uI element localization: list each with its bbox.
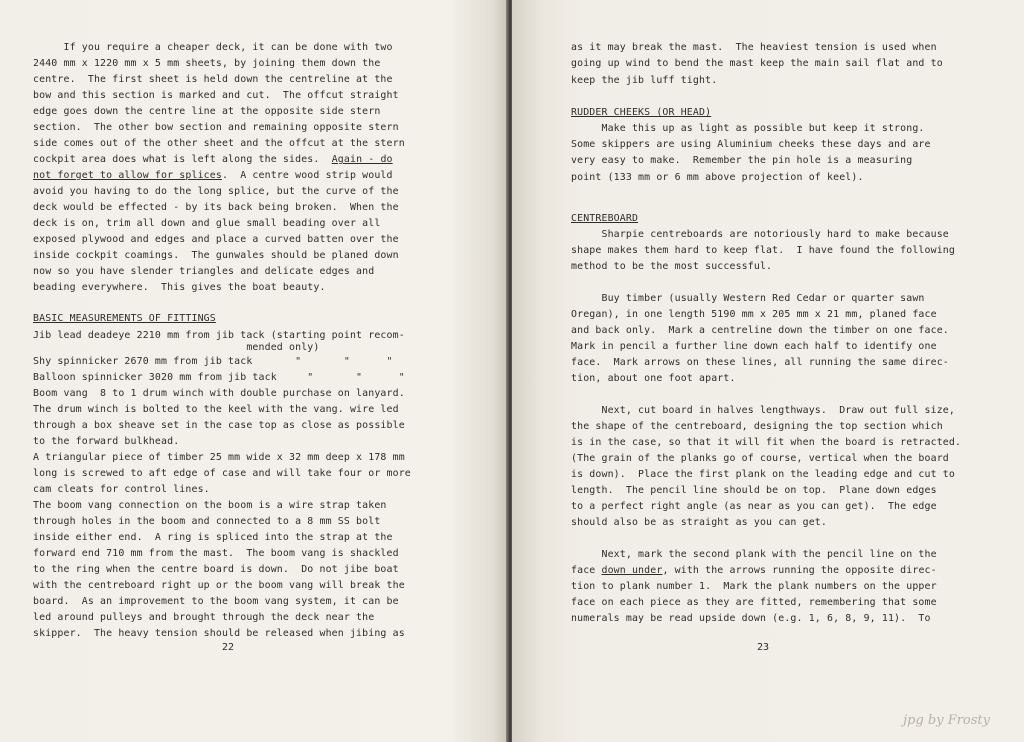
text-line: point (133 mm or 6 mm above projection of keel). <box>571 172 864 183</box>
text-line: with the centreboard right up or the boom vang will break the <box>33 580 405 591</box>
text-line: should also be as straight as you can get. <box>571 517 828 528</box>
text-line: tion, about one foot apart. <box>571 373 736 384</box>
underlined-text: not forget to allow for splices <box>33 170 222 181</box>
text-line: going up wind to bend the mast keep the main sail flat and to <box>571 58 943 69</box>
text-line: avoid you having to do the long splice, but the curve of the <box>33 186 399 197</box>
text-line: inside either end. A ring is spliced into the strap at the <box>33 532 393 543</box>
text-line: Jib lead deadeye 2210 mm from jib tack (starting point recom- <box>33 330 405 341</box>
text-line: board. As an improvement to the boom vang system, it can be <box>33 596 399 607</box>
left-page <box>0 0 508 742</box>
text-segment: . A centre wood strip would <box>221 170 393 181</box>
underlined-text: Again - do <box>331 154 393 165</box>
right-page <box>512 0 1024 742</box>
text-line: led around pulleys and brought through the deck near the <box>33 612 375 623</box>
text-line: If you require a cheaper deck, it can be done with two <box>33 42 393 53</box>
text-line: skipper. The heavy tension should be released when jibing as <box>33 628 405 639</box>
text-line: shape makes them hard to keep flat. I have found the following <box>571 245 956 256</box>
text-line: face. Mark arrows on these lines, all running the same direc- <box>571 357 949 368</box>
text-line: Some skippers are using Aluminium cheeks these days and are <box>571 139 931 150</box>
section-heading: RUDDER CHEEKS (OR HEAD) <box>571 107 712 118</box>
text-line: tion to plank number 1. Mark the plank numbers on the upper <box>571 581 937 592</box>
section-heading: CENTREBOARD <box>571 213 639 224</box>
text-line: cam cleats for control lines. <box>33 484 210 495</box>
page-number: 23 <box>757 642 770 653</box>
text-line <box>33 170 393 182</box>
underlined-text: down under <box>601 565 663 576</box>
text-line: Sharpie centreboards are notoriously hard to make because <box>571 229 949 240</box>
text-line: is down). Place the first plank on the leading edge and cut to <box>571 469 956 480</box>
text-line: through a box sheave set in the case top as close as possible <box>33 420 405 431</box>
text-line: Next, mark the second plank with the pencil line on the <box>571 549 937 560</box>
text-line: Next, cut board in halves lengthways. Draw out full size, <box>571 405 956 416</box>
text-line: as it may break the mast. The heaviest tension is used when <box>571 42 937 53</box>
text-line: side comes out of the other sheet and the offcut at the stern <box>33 138 405 149</box>
text-line: bow and this section is marked and cut. The offcut straight <box>33 90 399 101</box>
text-line: to a perfect right angle (as near as you can get). The edge <box>571 501 937 512</box>
text-line: method to be the most successful. <box>571 261 773 272</box>
text-line: edge goes down the centre line at the opposite side stern <box>33 106 381 117</box>
photo-credit: jpg by Frosty <box>903 713 990 728</box>
text-line: section. The other bow section and remaining opposite stern <box>33 122 399 133</box>
text-line: exposed plywood and edges and place a curved batten over the <box>33 234 399 245</box>
text-line: forward end 710 mm from the mast. The boom vang is shackled <box>33 548 399 559</box>
text-line: The drum winch is bolted to the keel with the vang. wire led <box>33 404 399 415</box>
text-line: The boom vang connection on the boom is a wire strap taken <box>33 500 387 511</box>
text-line: face on each piece as they are fitted, remembering that some <box>571 597 937 608</box>
page-number: 22 <box>222 642 235 653</box>
text-line: (The grain of the planks go of course, vertical when the board <box>571 453 949 464</box>
text-line: centre. The first sheet is held down the centreline at the <box>33 74 393 85</box>
text-line: Shy spinnicker 2670 mm from jib tack " " " <box>33 356 393 367</box>
text-line: Boom vang 8 to 1 drum winch with double purchase on lanyard. <box>33 388 405 399</box>
text-line <box>571 565 937 577</box>
text-line <box>33 154 393 166</box>
text-line: to the ring when the centre board is down. Do not jibe boat <box>33 564 399 575</box>
text-line: deck is on, trim all down and glue small beading over all <box>33 218 381 229</box>
text-line: 2440 mm x 1220 mm x 5 mm sheets, by joining them down the <box>33 58 381 69</box>
text-segment: face <box>571 565 602 576</box>
text-line: keep the jib luff tight. <box>571 75 718 86</box>
text-line: through holes in the boom and connected to a 8 mm SS bolt <box>33 516 381 527</box>
text-line: now so you have slender triangles and delicate edges and <box>33 266 375 277</box>
text-line: Mark in pencil a further line down each half to identify one <box>571 341 937 352</box>
text-line: beading everywhere. This gives the boat beauty. <box>33 282 326 293</box>
text-line: Oregan), in one length 5190 mm x 205 mm x 21 mm, planed face <box>571 309 937 320</box>
text-line: numerals may be read upside down (e.g. 1, 6, 8, 9, 11). To <box>571 613 931 624</box>
text-line: to the forward bulkhead. <box>33 436 180 447</box>
text-line: the shape of the centreboard, designing the top section which <box>571 421 943 432</box>
section-heading: BASIC MEASUREMENTS OF FITTINGS <box>33 313 216 324</box>
text-segment: , with the arrows running the opposite direc- <box>662 565 937 576</box>
text-line: Make this up as light as possible but keep it strong. <box>571 123 925 134</box>
text-line: mended only) <box>33 342 320 353</box>
text-line: very easy to make. Remember the pin hole is a measuring <box>571 155 913 166</box>
text-line: and back only. Mark a centreline down the timber on one face. <box>571 325 949 336</box>
text-line: long is screwed to aft edge of case and will take four or more <box>33 468 411 479</box>
text-line: A triangular piece of timber 25 mm wide x 32 mm deep x 178 mm <box>33 452 405 463</box>
text-line: Buy timber (usually Western Red Cedar or quarter sawn <box>571 293 925 304</box>
text-line: inside cockpit coamings. The gunwales should be planed down <box>33 250 399 261</box>
text-line: is in the case, so that it will fit when the board is retracted. <box>571 437 962 448</box>
text-line: deck would be effected - by its back being broken. When the <box>33 202 399 213</box>
text-line: Balloon spinnicker 3020 mm from jib tack " " " <box>33 372 405 383</box>
text-line: length. The pencil line should be on top. Plane down edges <box>571 485 937 496</box>
text-segment: cockpit area does what is left along the sides. <box>33 154 320 165</box>
